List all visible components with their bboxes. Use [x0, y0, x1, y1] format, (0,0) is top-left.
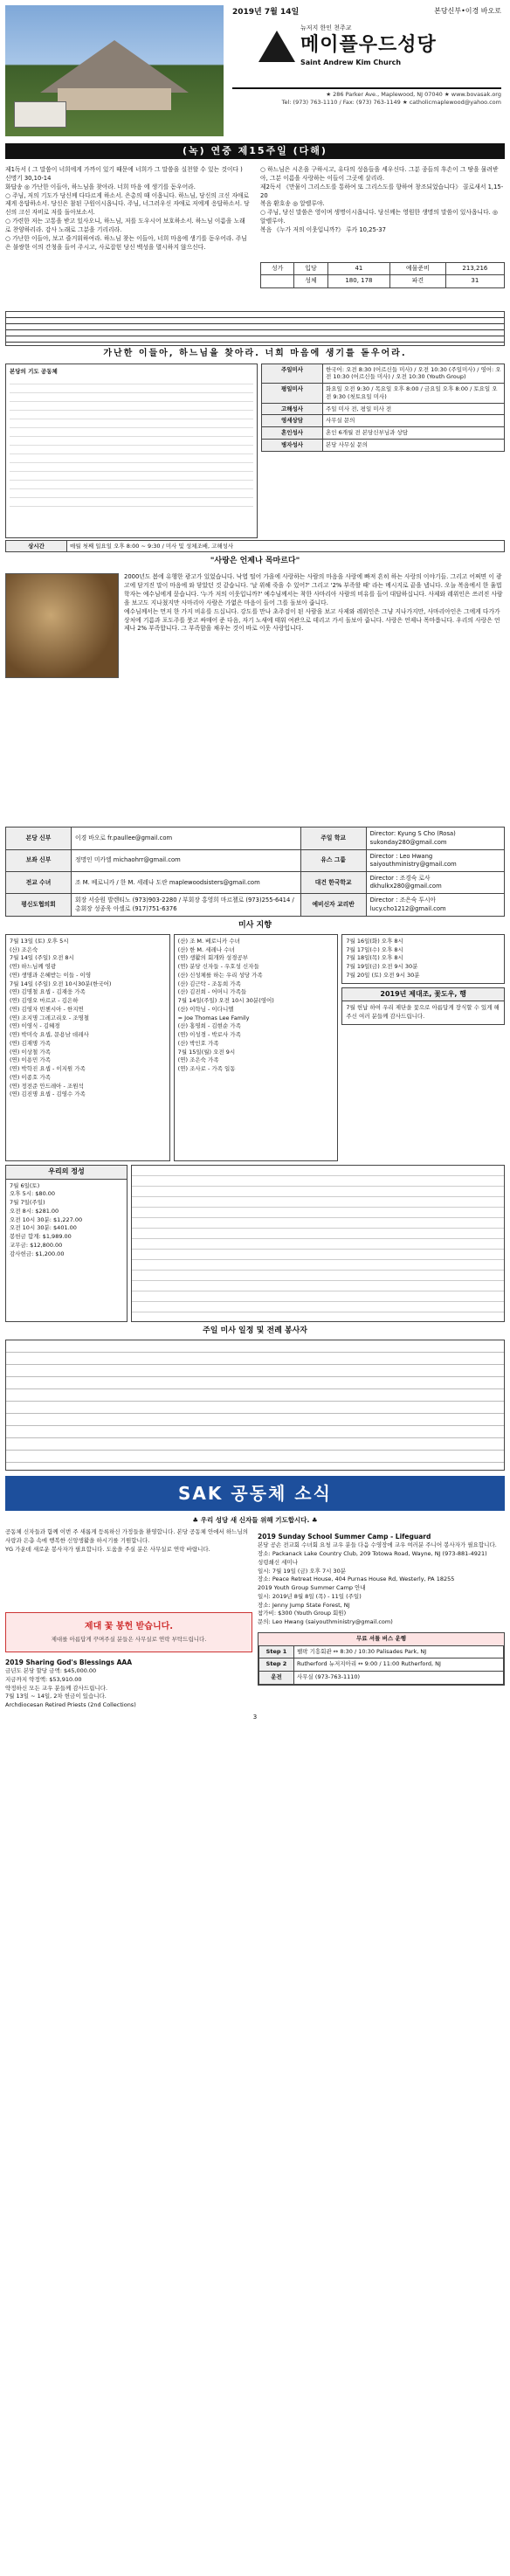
table-row: 평신도협의회 회장 서승원 발렌티노 (973)903-2280 / 부회장 홍영희 마르첼로 (973)255-6414 / 총회장 성종욱 아셀로 (917)751-6376 예비신자 교리반 Director : 조은숙 투시아 lucy.cho1212@gmail.com: [6, 894, 505, 916]
sermon-title: "사랑은 언제나 목마르다": [210, 557, 300, 566]
church-address: ★ 286 Parker Ave., Maplewood, NJ 07040 ★ www.bovasak.org Tel: (973) 763-1110 / Fax: (973) 763-1149 ★ catholicmaplewood@yahoo.com: [232, 87, 501, 107]
hymn-table: 성가 입당 41 예물준비 213,216 성체 180, 178 파견 31: [260, 262, 505, 288]
page-number: 3: [252, 1713, 258, 1721]
mass-intention-title: 미사 지향: [238, 920, 272, 930]
table-row: 영세상담 사무실 문의: [262, 415, 505, 427]
church-logo: 뉴저지 한인 천주교 메이플우드성당 Saint Andrew Kim Church: [258, 24, 437, 68]
liturgy-banner: (녹) 연중 제15주일 (다해): [5, 143, 505, 159]
table-row: 고해성사 주일 미사 전, 평일 미사 전: [262, 403, 505, 415]
table-row: 병자성사 본당 사무실 문의: [262, 439, 505, 451]
table-row: Step 1 팰팍 기흥회관 ↔ 8:30 / 10:30 Palisades Park, NJ: [259, 1645, 504, 1658]
church-name-en: Saint Andrew Kim Church: [300, 59, 402, 67]
service-title: 주일 미사 일정 및 전례 봉사자: [203, 1326, 307, 1335]
pastor-label: 본당신부•이경 바오로: [434, 7, 501, 15]
church-name-kr: 메이플우드성당: [300, 34, 437, 57]
bulletin-date: 2019년 7월 14일: [232, 8, 300, 17]
flower-event: 2019년 제대조, 꽃도우, 행 7월 헌납 하여 우리 제단을 꽃으로 아름답게 장식할 수 있게 해주신 여러 분들께 감사드립니다.: [341, 987, 505, 1025]
psalm-lyric: 가난한 이들아, 하느님을 찾아라. 너희 마음에 생기를 돋우어라.: [103, 349, 407, 358]
contacts-table: [5, 827, 505, 916]
camp-title: 2019 Sunday School Summer Camp - Lifeguard: [258, 1533, 431, 1541]
sak-title: SAK 공동체 소식: [5, 1476, 505, 1511]
flower-notice: 제대 꽃 봉헌 받습니다. 제대를 아름답게 꾸며주실 분들은 사무실로 연락 부탁드립니다.: [5, 1612, 252, 1652]
table-row: 주일미사 한국어: 오전 8:30 (어르신들 미사) / 오전 10:30 (주일미사) / 영어: 오전 10:30 (어르신들 미사) / 오전 10:30 (Youth Group): [262, 364, 505, 384]
readings-right: ○ 하느님은 시온을 구하시고, 유다의 성읍들을 세우신다. 그분 종들의 후손이 그 땅을 물려받아, 그분 이름을 사랑하는 이들이 그곳에 살리라. 제2독서 《만물이 그리스도를 통하여 또 그리스도를 향하여 창조되었습니다》 콜로새서 1,15-20 복음 환호송 ◎ 알렐루야. ○ 주님, 당신 말씀은 영이며 생명이시옵니다. 당신께는 영원한 생명의 말씀이 있사옵니다. ◎ 알렐루야. 복음 《누가 저의 이웃입니까?》 루카 10,25-37: [260, 166, 504, 233]
table-row: 운전 사무실 (973-763-1110): [259, 1672, 504, 1685]
schedule-section: 본당의 기도 공동체 주일미사 한국어: 오전 8:30 (어르신들 미사) / 오전 10:30 (주일미사) / 영어: 오전 10:30 (어르신들 미사) / 오전 10:30 (Youth Group) 평일미사 화요일 오전 9:30 / 목요일 오후 8:00 / 금요일 오후 8:00 / 토요일 오전 9:30 (첫토요일 미사) 고해성사 주일 미사 전, 평일 미사 전 영세상담 사무실 문의 혼인성사 혼인 6개월 전 본당신부님과 상담 병자성사 본당 사무실 문의: [5, 364, 505, 538]
mass-intentions: 7월 13일 (토) 오후 5시 (산) 조은숙 7월 14일 (주일) 오전 8시 (연) 하느님께 영광 (연) 생명과 은혜받는 이들 - 이영 7월 14일 (주일) 오전 10시30분(한국어) (연) 김명철 요셉 - 김재웅 가족 (연) 김영오 마르코 - 김은하 (연) 김영자 빈첸시아 - 한지연 (연) 조지명 그레고리오 - 조명철 (연) 이영식 - 김혜경 (연) 박미숙 요셉, 문용남 데레사 (연) 김재명 가족 (연) 이상철 가족 (연) 이용민 가족 (연) 박학진 요셉 - 이지원 가족 (연) 이종호 가족 (연) 정전준 안드레아 - 조원석 (연) 김진명 요셉 - 김영수 가족 (산) 조 M. 베로니카 수녀 (산) 한 M. 세레나 수녀 (연) 생활의 회개와 성경공부 (연) 분당 신자들 - 우호성 신자들 (산) 신성체를 하는 우리 성당 가족 (산) 김근탁 - 조동희 가족 (산) 김진희 - 어머니 가족들 7월 14일(주일) 오전 10시 30분(영어) (산) 이학님 - 이다니엘 = Joe Thomas Lee Family (산) 홍영희 - 김현순 가족 (연) 이성경 - 박로사 가족 (산) 박인호 가족 7월 15일(월) 오전 9시 (연) 조은숙 가족 (연) 조사로 - 가족 일동 7월 16일(화) 오후 8시 7월 17일(수) 오후 8시 7월 18일(목) 오후 8시 7월 19일(금) 오전 9시 30분 7월 20일 (토) 오전 9시 30분 2019년 제대조, 꽃도우, 행 7월 헌납 하여 우리 제단을 꽃으로 아름답게 장식할 수 있게 해주신 여러 분들께 감사드립니다.: [5, 934, 505, 1161]
sak-subtitle: ♣ 우리 성당 새 신자들 위해 기도합시다. ♣: [192, 1516, 318, 1525]
table-row: 전교 수녀 조 M. 베로니카 / 한 M. 세레나 도란 maplewoodsisters@gmail.com 대건 한국학교 Director : 조경숙 로사 dkhulkx280@gmail.com: [6, 872, 505, 894]
sermon-text: 2000년도 봄에 유행한 광고가 있었습니다. 낙엽 떨어 가을에 사랑하는 사람의 마음을 사랑에 빠져 흔히 하는 사랑의 이야기들. 그리고 어쩌면 이 광고에 담겨진 말이 마음에 와 닿았던 것 같습니다. '날 위해 죽을 수 있어?' 그리고 '2% 부족할 때' 라는 메시지로 끝을 냅니다. 오늘 복음에서 한 율법 학자는 예수님에게 묻습니다. '누가 저의 이웃입니까?' 예수님께서는 착한 사마리아 사람의 비유를 들어 대답하십니다. 사제와 레위인은 쓰러진 사람을 보고도 지나쳤지만 사마리아 사람은 가엾은 마음이 들어 그를 돌보아 줍니다. 예수님께서는 먼저 한 가지 비유를 드십니다. 강도를 만나 초주검이 된 사람을 보고 사제와 레위인은 그냥 지나가지만, 사마리아인은 그에게 다가가 상처에 기름과 포도주를 붓고 싸매어 준 다음, 자기 노새에 태워 여관으로 데리고 가서 돌보아 줍니다. 사랑은 언제나 목마릅니다. 우리의 사랑은 언제나 2% 부족합니다. 그 부족함을 채우는 것이 바로 이웃 사랑입니다.: [124, 573, 503, 633]
service-table: [5, 1340, 505, 1471]
readings-left: 제1독서 ( 그 말씀이 너희에게 가까이 있기 때문에 너희가 그 말씀을 실천할 수 있는 것이다 ) 신명기 30,10-14 화답송 ◎ 가난한 이들아, 하느님을 찾아라. 너희 마음 에 생기를 돋우어라. ○ 주님, 저의 기도가 당신께 다다르게 하소서. 은총의 때 이옵니다. 하느님, 당신의 크신 자애로 제게 응답하소서. 당신은 참된 구원이시옵니다. 주님, 너그러우신 자애로 저에게 응답하소서. 당신의 크신 자비로 저를 돌아보소서. ○ 가련한 저는 고통을 받고 있사오니, 하느님, 저를 도우시어 보호하소서. 하느님 이름을 노래로 찬양하리라. 감사 노래로 그분을 기리리라. ○ 가난한 이들아, 보고 즐거워하여라. 하느님 찾는 이들아, 너희 마음에 생기를 돋우어라. 주님은 불쌍한 이의 간청을 들어 주시고, 사로잡힌 당신 백성을 멸시하지 않으신다.: [5, 166, 250, 251]
header: [0, 0, 510, 140]
offering-box: 우리의 정성 7월 6일(토) 오후 5시: $80.00 7월 7일(주일) 오전 8시: $281.00 오전 10시 30분: $1,227.00 오전 10시 30분: $401.00 봉헌금 합계: $1,989.00 교무금: $12,800.00 감사헌금: $1,200.00: [5, 1165, 128, 1322]
good-samaritan-image: [5, 573, 119, 678]
church-photo: [5, 5, 224, 136]
shuttle-bus-box: 무료 셔틀 버스 운행 Step 1 팰팍 기흥회관 ↔ 8:30 / 10:30 Palisades Park, NJ Step 2 Rutherford 뉴저지아리 ↔ 9:00 / 11:00 Rutherford, NJ 운전 사무실 (973-763-1110): [258, 1632, 505, 1686]
aaa-title: 2019 Sharing God's Blessings AAA: [5, 1658, 132, 1666]
table-row: 보좌 신부 정명인 미카엘 michaohrr@gmail.com 유스 그룹 Director : Leo Hwang saiyouthministry@gmail.com: [6, 849, 505, 871]
table-row: 평일미사 화요일 오전 9:30 / 목요일 오후 8:00 / 금요일 오후 8:00 / 토요일 오전 9:30 (첫토요일 미사): [262, 384, 505, 404]
readings-section: [0, 163, 510, 311]
table-row: 혼인성사 혼인 6개월 전 본당신부님과 상담: [262, 427, 505, 440]
music-staff: [5, 311, 505, 346]
table-row: Step 2 Rutherford 뉴저지아리 ↔ 9:00 / 11:00 Rutherford, NJ: [259, 1658, 504, 1672]
table-row: 본당 신부 이경 바오로 fr.paullee@gmail.com 주일 학교 Director: Kyung S Cho (Rosa) sukonday280@gmail.com: [6, 828, 505, 849]
mass-schedule-table: [261, 364, 505, 452]
church-logo-icon: [258, 31, 295, 62]
sermon-section: [0, 570, 510, 823]
adoration-row: 상시간 매월 첫째 일요일 오후 8:00 ~ 9:30 / 미사 및 성체조배, 고해성사: [5, 540, 505, 553]
sak-columns: 공동체 신자들과 함께 이번 주 새롭게 등록하신 가정들을 환영합니다. 본당 공동체 안에서 하느님의 사랑과 은총 속에 행복한 신앙생활을 하시기를 기원합니다. YG 가운데 새로운 봉사자가 필요합니다. 도움을 주실 분은 사무실로 연락 바랍니다. 제대 꽃 봉헌 받습니다. 제대를 아름답게 꾸며주실 분들은 사무실로 연락 부탁드립니다. 2019 Sharing God's Blessings AAA 금년도 본당 할당 금액: $45,000.00 지금까지 약정액: $53,910.00 약정하신 모든 교우 분들께 감사드립니다. 7월 13일 ~ 14일, 2차 헌금이 있습니다. Archdiocesan Retired Priests (2nd Collections) 2019 Sunday School Summer Camp - Lifeguard 본당 공손 전교회 수녀회 요청 교우 분들 다음 수영장에 교우 여러분 주니어 봉사자가 필요합니다. 장소: Packanack Lake Country Club, 209 Totowa Road, Wayne, NJ (973-881-4921) 성령쇄신 세미나 일시: 7월 19일 (금) 오후 7시 30분 장소: Peace Retreat House, 404 Purnas House Rd, Westerly, PA 18255 2019 Youth Group Summer Camp 안내 일시: 2019년 8월 8일 (목) - 11일 (주일) 장소: Jenny Jump State Forest, NJ 참가비: $300 (Youth Group 회원) 문의: Leo Hwang (saiyouthministry@gmail.com) 무료 셔틀 버스 운행 Step 1 팰팍 기흥회관 ↔ 8:30 / 10:30 Palisades Park, NJ Step 2 Rutherford 뉴저지아리 ↔ 9:00 / 11:00 Rutherford, NJ 운전 사무실 (973-763-1110): [5, 1528, 505, 1710]
ministry-schedule: [131, 1165, 505, 1322]
